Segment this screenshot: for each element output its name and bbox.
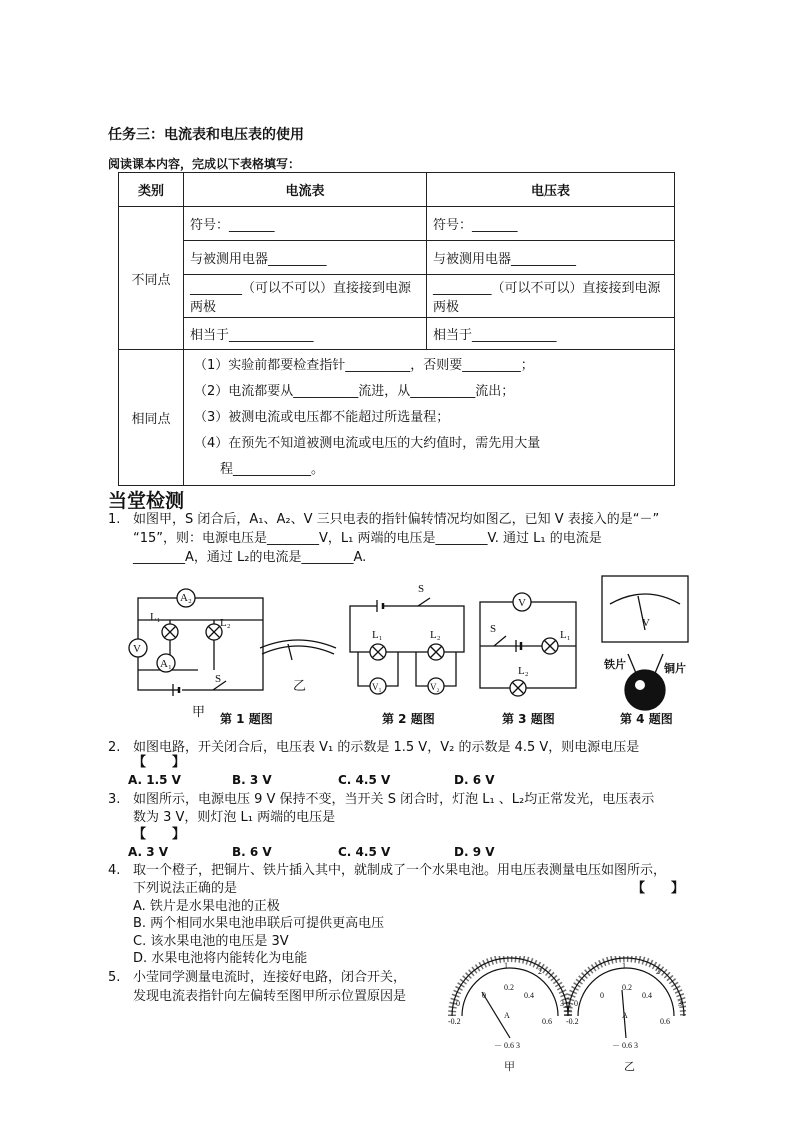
q5-number: 5. <box>108 970 121 985</box>
q5-yi-top-3: 3 <box>678 999 682 1008</box>
fig4-label-v: V <box>642 617 650 629</box>
diff-label: 不同点 <box>119 207 184 350</box>
q5-jia-terminals: － 0.6 3 <box>494 1041 520 1050</box>
q5-jia-bottom-1: 0 <box>482 991 486 1000</box>
q5-jia-bottom-4: 0.6 <box>542 1017 552 1026</box>
diff-cell: 符号：_______ <box>184 207 427 241</box>
fig4-orange <box>625 670 665 710</box>
fig4-label-copper: 铜片 <box>664 663 686 675</box>
header-voltmeter: 电压表 <box>427 173 675 207</box>
q2-option-c: C. 4.5 V <box>338 773 391 787</box>
q5-yi-bottom-3: 0.4 <box>642 991 652 1000</box>
fig3-caption: 第 3 题图 <box>502 712 555 726</box>
fig4-label-iron: 铁片 <box>604 659 626 671</box>
same-label: 相同点 <box>119 350 184 486</box>
fig4-caption: 第 4 题图 <box>620 712 673 726</box>
q5-jia-bottom-2: 0.2 <box>504 983 514 992</box>
q5-yi-unit: A <box>622 1011 628 1020</box>
fig1-label-a2: A₂ <box>180 592 192 604</box>
fig1-label-a1: A₁ <box>160 658 172 670</box>
fig2-caption: 第 2 题图 <box>382 712 435 726</box>
same-line: （4）在预先不知道被测电流或电压的大约值时，需先用大量 <box>194 435 541 451</box>
fig1-label-yi: 乙 <box>293 678 307 693</box>
q4-option-c: C. 该水果电池的电压是 3V <box>133 934 289 949</box>
q3-bracket: 【 】 <box>133 827 186 842</box>
diff-cell: 与被测用电器_________ <box>184 241 427 275</box>
fig2-label-l2: L₂ <box>430 629 441 641</box>
q5-yi-bottom-4: 0.6 <box>660 1017 670 1026</box>
q5-jia-unit: A <box>504 1011 510 1020</box>
q3-option-b: B. 6 V <box>232 845 272 859</box>
q4-option-d: D. 水果电池将内能转化为电能 <box>133 951 308 966</box>
q4-line1: 取一个橙子，把铜片、铁片插入其中，就制成了一个水果电池。用电压表测量电压如图所示， <box>133 863 667 878</box>
q2-option-d: D. 6 V <box>454 773 495 787</box>
q3-line2: 数为 3 V，则灯泡 L₁ 两端的电压是 <box>133 810 336 825</box>
header-category: 类别 <box>119 173 184 207</box>
q5-yi-terminals: － 0.6 3 <box>612 1041 638 1050</box>
q5-jia-top-0: 0 <box>456 999 460 1008</box>
header-ammeter: 电流表 <box>184 173 427 207</box>
q3-option-c: C. 4.5 V <box>338 845 391 859</box>
q3-option-d: D. 9 V <box>454 845 495 859</box>
fig4-meter <box>602 576 688 642</box>
q1-line2: “15”，则：电源电压是________V，L₁ 两端的电压是________V. 通过 L₁ 的电流是 <box>133 531 602 546</box>
fig1-label-l2: L₂ <box>220 617 231 629</box>
q5-jia-top-2: 2 <box>538 967 542 976</box>
q5-yi-top-1: 1 <box>622 961 626 970</box>
diff-cell: 与被测用电器__________ <box>427 241 675 275</box>
q4-bracket: 【 】 <box>632 881 685 896</box>
fig1-label-jia: 甲 <box>192 704 206 719</box>
same-line: （2）电流都要从__________流进，从__________流出； <box>194 383 515 399</box>
comparison-table <box>118 172 675 486</box>
diff-cell: 相当于_____________ <box>184 318 427 350</box>
fig1-label-l1: L₁ <box>150 611 161 623</box>
q3-option-a: A. 3 V <box>128 845 169 859</box>
q5-jia-top-3: 3 <box>560 999 564 1008</box>
fig1-gauge-scale <box>260 640 336 648</box>
fig1-label-s: S <box>215 673 222 685</box>
q4-number: 4. <box>108 863 121 878</box>
q5-yi-top-2: 2 <box>656 967 660 976</box>
q4-line2: 下列说法正确的是 <box>133 881 238 896</box>
q5-yi-bottom-1: 0 <box>600 991 604 1000</box>
q5-jia-bottom-3: 0.4 <box>524 991 534 1000</box>
q1-number: 1. <box>108 512 121 527</box>
q1-line1: 如图甲，S 闭合后，A₁、A₂、V 三只电表的指针偏转情况均如图乙，已知 V 表接入的是“－” <box>133 512 660 527</box>
fig1-label-v: V <box>133 643 141 655</box>
fig2-label-v2: V₂ <box>430 682 440 692</box>
fig2-label-v1: V₁ <box>372 682 382 692</box>
q3-number: 3. <box>108 792 121 807</box>
q1-line3: ________A，通过 L₂的电流是________A. <box>133 550 367 565</box>
fig3-label-v: V <box>518 597 526 609</box>
q5-label-yi: 乙 <box>624 1061 635 1073</box>
fig2-label-l1: L₁ <box>372 629 383 641</box>
diff-cell: 相当于_____________ <box>427 318 675 350</box>
q2-bracket: 【 】 <box>133 755 186 770</box>
same-line: （1）实验前都要检查指针__________，否则要_________； <box>194 357 534 373</box>
q5-yi-bottom-0: -0.2 <box>566 1017 579 1026</box>
section-title: 当堂检测 <box>108 490 185 512</box>
q2-option-b: B. 3 V <box>232 773 272 787</box>
fig2-label-s: S <box>418 583 425 595</box>
q5-jia-bottom-0: -0.2 <box>448 1017 461 1026</box>
diff-cell: ________（可以不可以）直接接到电源两极 <box>184 275 427 318</box>
same-cell <box>184 350 675 486</box>
q2-option-a: A. 1.5 V <box>128 773 181 787</box>
diff-cell: 符号：_______ <box>427 207 675 241</box>
q5-yi-top-0: 0 <box>574 999 578 1008</box>
fig1-caption: 第 1 题图 <box>220 712 273 726</box>
same-line: （3）被测电流或电压都不能超过所选量程； <box>194 409 450 425</box>
q4-option-a: A. 铁片是水果电池的正极 <box>133 899 280 914</box>
task-title: 任务三：电流表和电压表的使用 <box>108 127 304 143</box>
q5-line2: 发现电流表指针向左偏转至图甲所示位置原因是 <box>133 989 407 1004</box>
q5-jia-top-1: 1 <box>504 961 508 970</box>
q2-number: 2. <box>108 740 121 755</box>
q4-option-b: B. 两个相同水果电池串联后可提供更高电压 <box>133 916 385 931</box>
q2-text: 如图电路，开关闭合后，电压表 V₁ 的示数是 1.5 V，V₂ 的示数是 4.5 V，则电源电压是 <box>133 740 640 755</box>
q5-label-jia: 甲 <box>504 1061 515 1073</box>
q5-line1: 小莹同学测量电流时，连接好电路，闭合开关， <box>133 970 407 985</box>
q5-yi-bottom-2: 0.2 <box>622 983 632 992</box>
fig3-label-l2: L₂ <box>518 665 529 677</box>
fig3-label-s: S <box>490 623 497 635</box>
fig3-label-l1: L₁ <box>560 629 571 641</box>
q3-line1: 如图所示，电源电压 9 V 保持不变，当开关 S 闭合时，灯泡 L₁ 、L₂均正常发光，电压表示 <box>133 792 655 807</box>
task-instruction: 阅读课本内容，完成以下表格填写： <box>108 157 301 171</box>
same-line: 程____________。 <box>220 461 325 477</box>
diff-cell: _________（可以不可以）直接接到电源两极 <box>427 275 675 318</box>
q5-gauges <box>446 956 686 1076</box>
fig2-frame <box>350 606 464 652</box>
